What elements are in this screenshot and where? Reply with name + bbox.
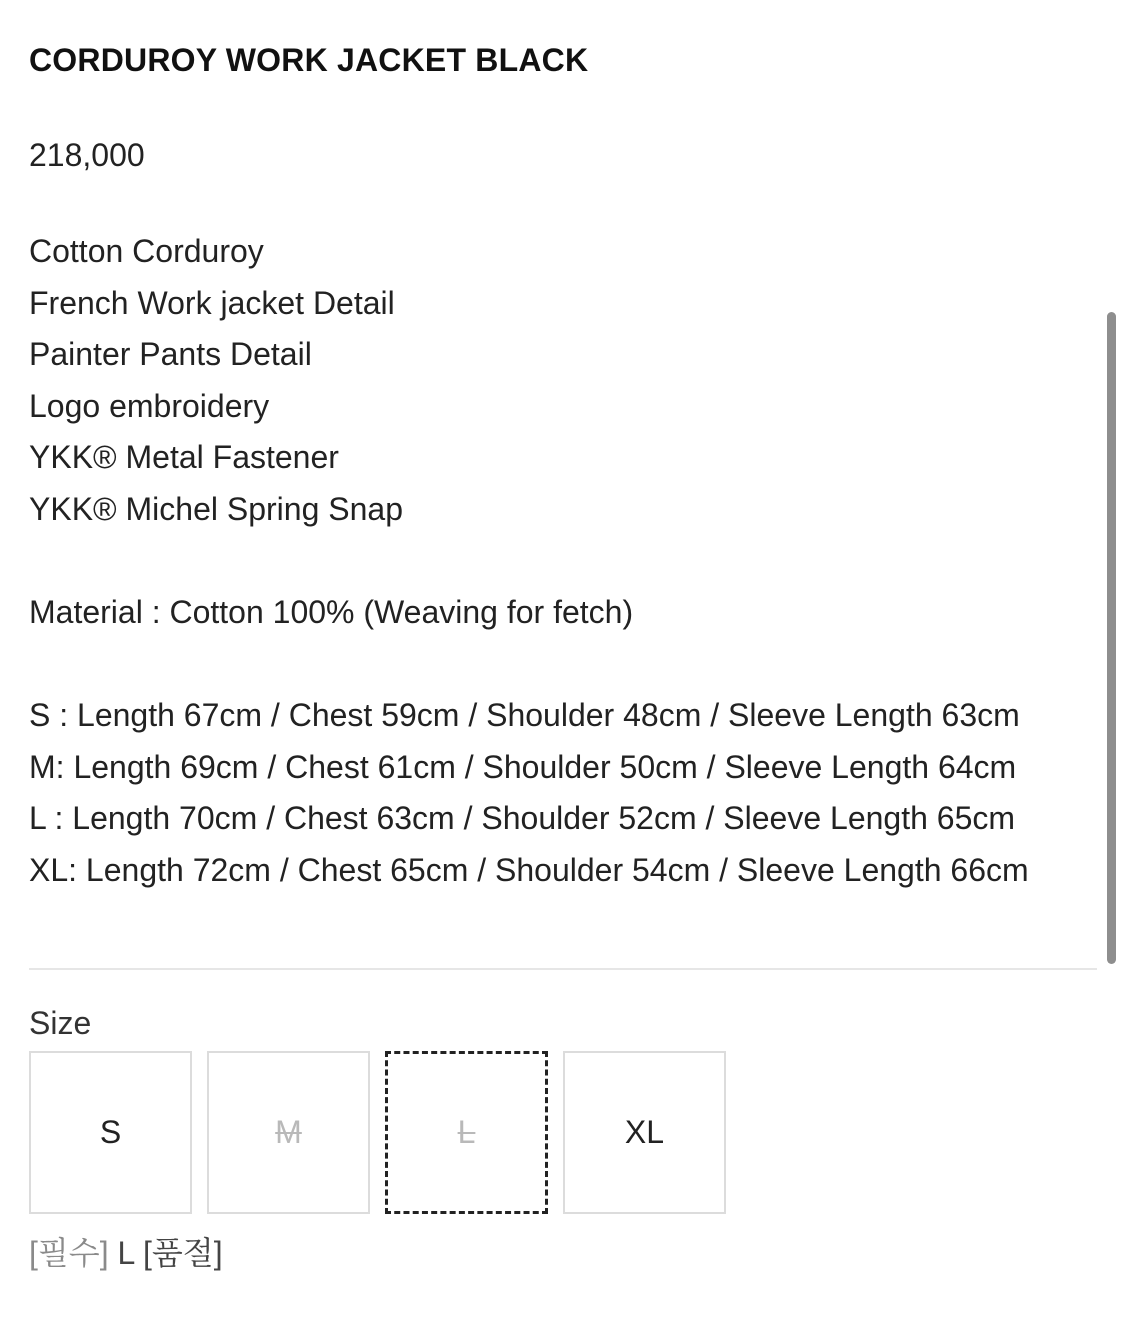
size-chart-row: L : Length 70cm / Chest 63cm / Shoulder 52cm / Sleeve Length 65cm (29, 800, 1016, 836)
feature-item: Painter Pants Detail (29, 336, 312, 372)
size-option-s[interactable]: S (29, 1051, 192, 1214)
feature-item: Logo embroidery (29, 387, 270, 424)
section-divider (29, 968, 1097, 970)
size-chart-row: M: Length 69cm / Chest 61cm / Shoulder 50cm / Sleeve Length 64cm (29, 748, 1017, 785)
size-options (29, 1051, 726, 1214)
feature-item: YKK® Michel Spring Snap (29, 490, 403, 527)
feature-item: French Work jacket Detail (29, 284, 395, 321)
size-chart (29, 690, 1099, 896)
required-tag: [필수] (29, 1235, 109, 1271)
feature-list (29, 226, 403, 535)
size-chart-row: S : Length 67cm / Chest 59cm / Shoulder 48cm / Sleeve Length 63cm (29, 697, 1020, 733)
size-option-label: Size (29, 1005, 92, 1041)
material-info: Material : Cotton 100% (Weaving for fetch) (29, 594, 634, 630)
size-chart-row: XL: Length 72cm / Chest 65cm / Shoulder 54cm / Sleeve Length 66cm (29, 851, 1029, 888)
feature-item: YKK® Metal Fastener (29, 439, 339, 475)
product-title: CORDUROY WORK JACKET BLACK (29, 42, 589, 78)
selected-size-value: L (117, 1235, 135, 1271)
feature-item: Cotton Corduroy (29, 233, 264, 269)
selected-option-status (29, 1228, 223, 1274)
scrollbar-thumb[interactable] (1107, 312, 1116, 964)
size-option-m[interactable]: M (207, 1051, 370, 1214)
soldout-tag: [품절] (143, 1235, 223, 1271)
product-price: 218,000 (29, 137, 145, 173)
size-option-xl[interactable]: XL (563, 1051, 726, 1214)
size-option-l[interactable]: L (385, 1051, 548, 1214)
